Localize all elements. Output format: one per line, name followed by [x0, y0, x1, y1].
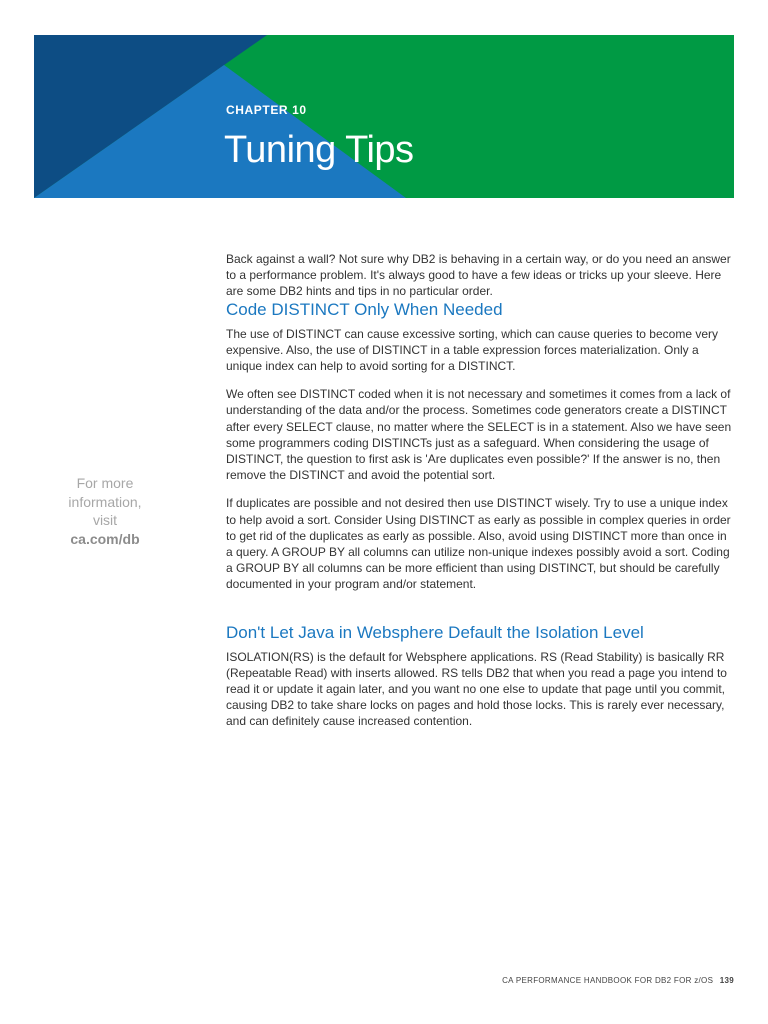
sidebar-line: For more [76, 475, 134, 491]
chapter-label: CHAPTER 10 [226, 103, 307, 117]
banner-graphic [34, 35, 734, 198]
page-number: 139 [719, 976, 734, 985]
chapter-banner [34, 35, 734, 198]
section-paragraph: The use of DISTINCT can cause excessive sorting, which can cause queries to become very expensive. Also, the use of DISTINCT in a table expression forces materialization. Only a unique index can help to avoid sorting for a DISTINCT. [226, 326, 719, 374]
sidebar-link[interactable]: ca.com/db [70, 530, 140, 547]
sidebar-note [60, 474, 150, 548]
chapter-title: Tuning Tips [224, 129, 414, 171]
running-title: CA PERFORMANCE HANDBOOK FOR DB2 FOR z/OS [502, 976, 714, 985]
main-content [226, 251, 734, 730]
section-paragraph: We often see DISTINCT coded when it is not necessary and sometimes it comes from a lack of understanding of the data and/or the process. Sometimes code generators create a DISTINCT after every SELECT clause, no matter where the SELECT is in a statement. Also we have seen some programmers coding DISTINCTs just as a safeguard. When considering the usage of DISTINCT, the question to first ask is 'Are duplicates even possible?' If the answer is no, then remove the DISTINCT and avoid the potential sort. [226, 387, 732, 483]
sidebar-line: visit [92, 512, 118, 528]
intro-paragraph: Back against a wall? Not sure why DB2 is behaving in a certain way, or do you need an answer to a performance problem. It's always good to have a few ideas or tricks up your sleeve. Here are some DB2 hints and tips in no particular order. [226, 252, 731, 299]
section-paragraph: ISOLATION(RS) is the default for Websphere applications. RS (Read Stability) is basically RR (Repeatable Read) with inserts allowed. RS tells DB2 that when you read a page you intend to read it or update it again later, and you want no one else to update that page until you commit, causing DB2 to take share locks on pages and hold those locks. This is rarely ever necessary, and can definitely cause increased contention. [226, 649, 727, 729]
section-heading: Don't Let Java in Websphere Default the Isolation Level [226, 622, 644, 642]
sidebar-line: information, [68, 493, 142, 510]
section-code-distinct [226, 300, 734, 593]
section-heading: Code DISTINCT Only When Needed [226, 299, 503, 319]
section-java-websphere [226, 623, 734, 730]
section-paragraph: If duplicates are possible and not desired then use DISTINCT wisely. Try to use a unique index to help avoid a sort. Consider Using DISTINCT as early as possible in complex queries in order to get rid of the duplicates as early as possible. Also, avoid using DISTINCT more than once in a query. A GROUP BY all columns can utilize non-unique indexes possibly avoid a sort. Coding a GROUP BY all columns can be more efficient than using DISTINCT, but should be carefully documented in your program and/or statement. [226, 496, 731, 592]
page-footer [502, 976, 734, 985]
